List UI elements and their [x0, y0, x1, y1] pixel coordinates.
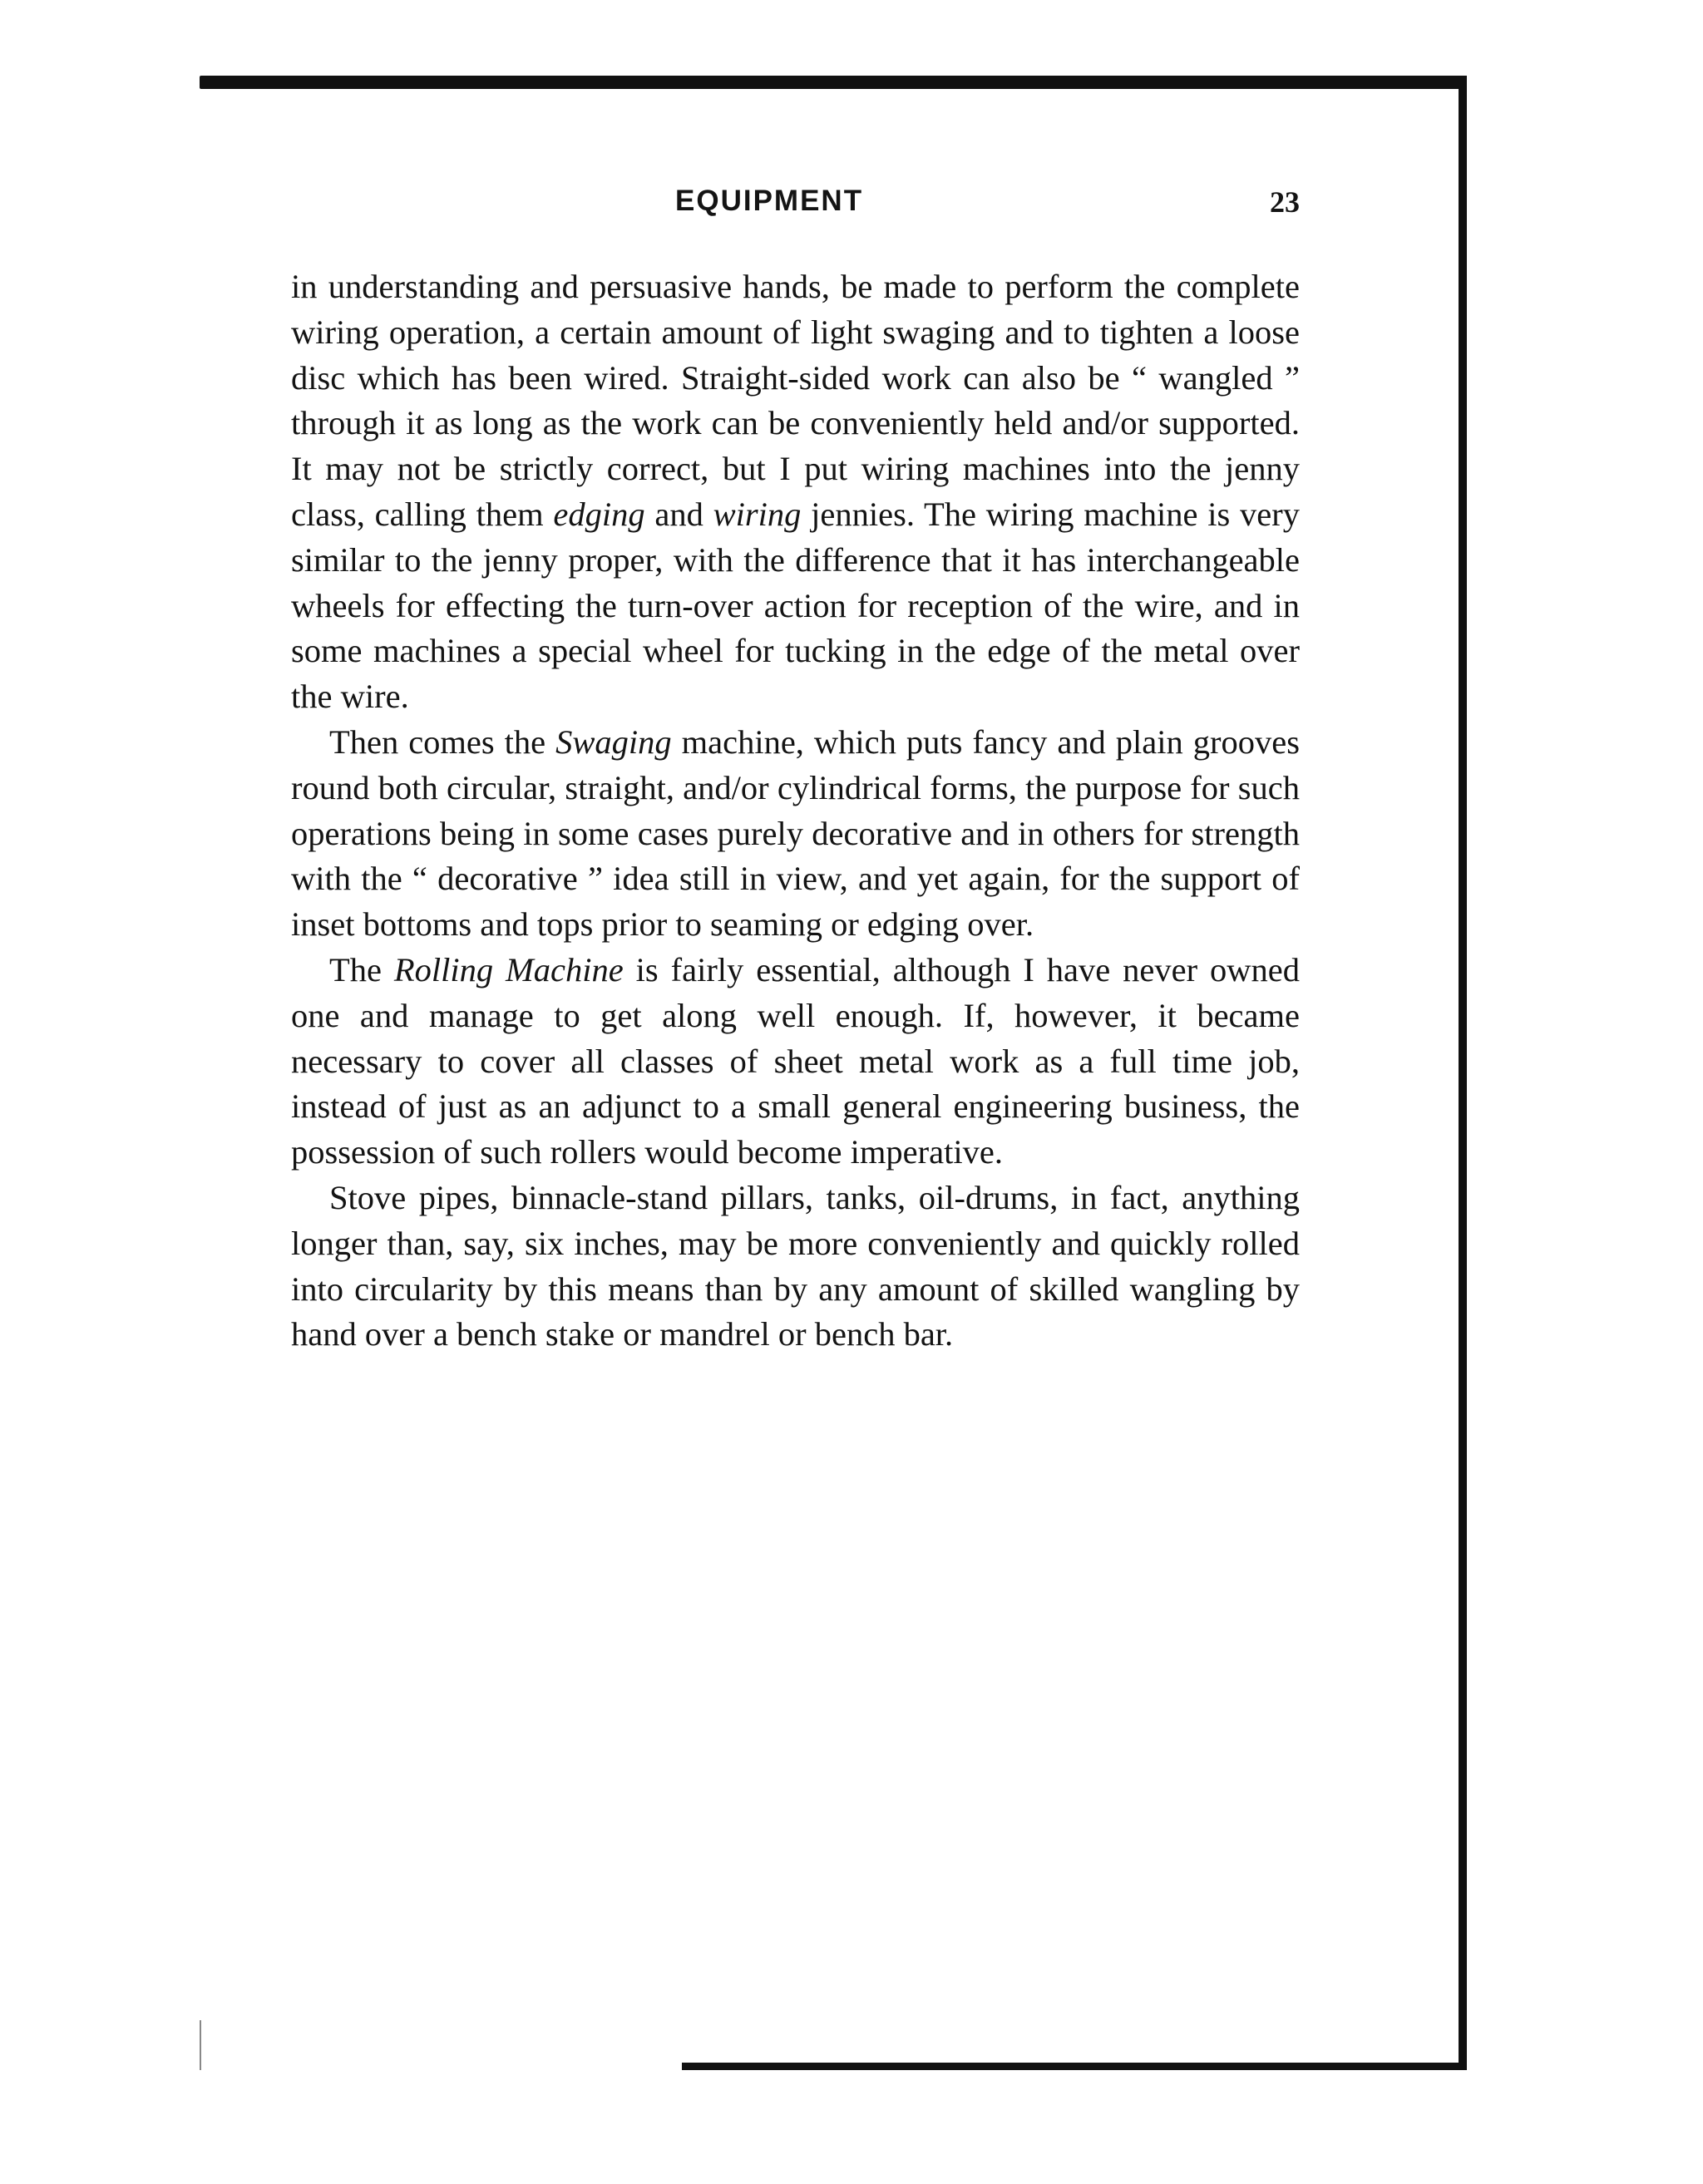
page-top-border [200, 76, 1465, 89]
paragraph-wiring-machines [291, 264, 1300, 720]
text-run: in understanding and persuasive hands, be made to perform the complete wiring operation, a certain amount of light swaging and to tighten a loose disc which has been wired. Straight-sided work can also be “ wangled ” through it as long as the work can be conveniently held and/or supported. It may not be strictly correct, but I put wiring machines into the jenny class, calling them [291, 268, 1300, 533]
text-run: The [329, 950, 394, 988]
body-text [291, 264, 1300, 1358]
running-header [291, 185, 1300, 226]
italic-term-wiring: wiring [713, 495, 802, 533]
italic-term-edging: edging [553, 495, 645, 533]
paragraph-rolling-machine [291, 948, 1300, 1176]
page-right-border [1459, 76, 1467, 2070]
paragraph-stove-pipes [291, 1176, 1300, 1358]
text-run: machine, which puts fancy and plain grooves round both circular, straight, and/or cylindrical forms, the purpose for such operations being in some cases purely decorative and in others for strength with the “ decorative ” idea still in view, and yet again, for the support of inset bottoms and tops prior to seaming or edging over. [291, 722, 1300, 944]
italic-term-rolling-machine: Rolling Machine [393, 950, 624, 988]
chapter-title: EQUIPMENT [675, 185, 864, 217]
page-number: 23 [1270, 185, 1300, 219]
text-run: jennies. The wiring machine is very similar to the jenny proper, with the difference that it has interchangeable wheels for effecting the turn-over action for reception of the wire, and in some machines a special wheel for tucking in the edge of the metal over the wire. [291, 495, 1300, 716]
text-run: Stove pipes, binnacle-stand pillars, tanks, oil-drums, in fact, anything longer than, say, six inches, may be more conveniently and quickly rolled into circularity by this means than by any amount of skilled wangling by hand over a bench stake or mandrel or bench bar. [291, 1178, 1300, 1353]
text-run: and [644, 495, 713, 533]
text-run: Then comes the [329, 722, 556, 761]
italic-term-swaging: Swaging [555, 722, 672, 761]
page-left-mark [200, 2020, 201, 2070]
text-run: is fairly essential, although I have never owned one and manage to get along well enough. If, however, it became necessary to cover all classes of sheet metal work as a full time job, instead of just as an adjunct to a small general engineering business, the possession of such rollers would become imperative. [291, 950, 1300, 1171]
page-bottom-border [682, 2063, 1467, 2070]
paragraph-swaging-machine [291, 720, 1300, 948]
